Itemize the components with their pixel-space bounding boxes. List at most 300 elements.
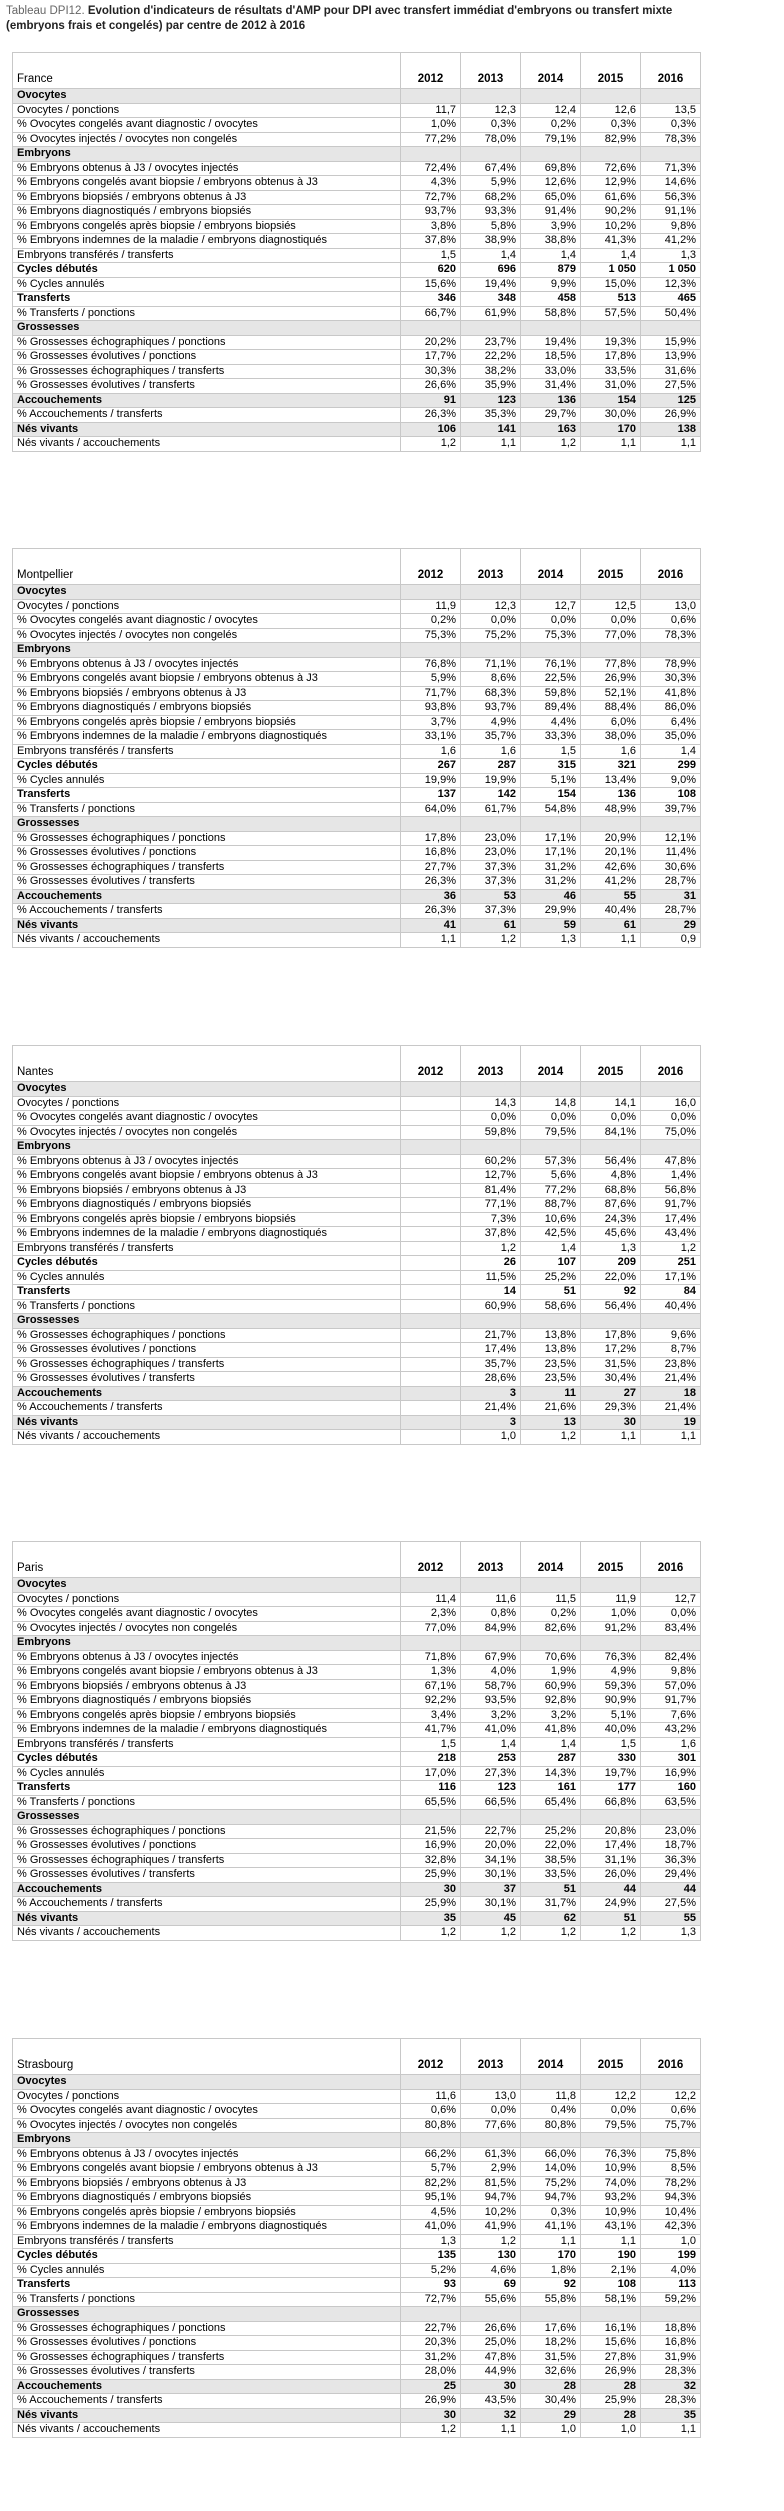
value-cell: 20,9% [581,831,641,846]
value-cell: 17,0% [401,1766,461,1781]
center-table [12,548,701,948]
section-row [13,643,701,658]
value-cell: 72,6% [581,161,641,176]
value-cell: 22,5% [521,672,581,687]
value-cell: 1,3 [521,933,581,948]
value-cell: 154 [521,788,581,803]
value-cell [521,1636,581,1651]
caption-title: Evolution d'indicateurs de résultats d'AMP pour DPI avec transfert immédiat d'embryons ou transfert mixte [87,5,673,17]
value-cell: 33,3% [521,730,581,745]
value-cell: 1,1 [581,2234,641,2249]
year-header: 2012 [401,2039,461,2075]
value-cell: 15,6% [581,2336,641,2351]
value-cell: 1 050 [641,263,701,278]
value-cell: 1,0 [461,1430,521,1445]
row-label: % Embryons biopsiés / embryons obtenus à J3 [13,1679,401,1694]
value-cell: 79,5% [521,1125,581,1140]
table-row [13,2191,701,2206]
value-cell: 27,3% [461,1766,521,1781]
value-cell: 0,4% [521,2104,581,2119]
row-label: % Grossesses évolutives / transferts [13,875,401,890]
section-row [13,889,701,904]
table-row [13,2394,701,2409]
table-row [13,2104,701,2119]
value-cell: 28 [581,2408,641,2423]
value-cell: 16,9% [401,1839,461,1854]
center-name: Paris [13,1542,401,1578]
value-cell [641,1578,701,1593]
value-cell: 28,6% [461,1372,521,1387]
value-cell: 69 [461,2278,521,2293]
value-cell: 30,1% [461,1897,521,1912]
value-cell: 137 [401,788,461,803]
row-label: Embryons [13,1140,401,1155]
value-cell [641,1140,701,1155]
value-cell [581,89,641,104]
value-cell: 61,6% [581,190,641,205]
row-label: % Grossesses évolutives / ponctions [13,846,401,861]
value-cell: 170 [521,2249,581,2264]
row-label: % Embryons congelés avant biopsie / embryons obtenus à J3 [13,1665,401,1680]
table-row [13,350,701,365]
row-label: Grossesses [13,321,401,336]
year-header: 2014 [521,1542,581,1578]
value-cell: 61,7% [461,802,521,817]
value-cell: 86,0% [641,701,701,716]
value-cell [401,1578,461,1593]
table-row [13,1839,701,1854]
value-cell: 12,7 [521,599,581,614]
value-cell: 136 [521,393,581,408]
header-row [13,2039,701,2075]
value-cell [401,1810,461,1825]
table-row [13,672,701,687]
value-cell: 0,0% [521,1111,581,1126]
value-cell: 83,4% [641,1621,701,1636]
center-table [12,1045,701,1445]
value-cell [461,1314,521,1329]
value-cell: 15,9% [641,335,701,350]
value-cell: 51 [521,1882,581,1897]
value-cell: 47,8% [461,2350,521,2365]
value-cell: 88,4% [581,701,641,716]
value-cell: 41,9% [461,2220,521,2235]
value-cell: 78,9% [641,657,701,672]
value-cell: 37 [461,1882,521,1897]
section-row [13,918,701,933]
table-row [13,234,701,249]
table-row [13,831,701,846]
row-label: Accouchements [13,1386,401,1401]
year-header: 2013 [461,549,521,585]
table-row [13,2249,701,2264]
value-cell: 12,7% [461,1169,521,1184]
value-cell: 12,5 [581,599,641,614]
row-label: Ovocytes / ponctions [13,1096,401,1111]
value-cell: 75,0% [641,1125,701,1140]
row-label: % Accouchements / transferts [13,1897,401,1912]
value-cell [401,817,461,832]
table-row [13,2278,701,2293]
value-cell: 26,9% [581,2365,641,2380]
value-cell: 10,9% [581,2162,641,2177]
value-cell: 38,8% [521,234,581,249]
value-cell: 4,0% [461,1665,521,1680]
table-row [13,219,701,234]
value-cell: 21,4% [641,1372,701,1387]
value-cell: 23,0% [461,831,521,846]
value-cell: 21,4% [641,1401,701,1416]
value-cell: 31,6% [641,364,701,379]
value-cell: 17,8% [581,1328,641,1343]
value-cell: 321 [581,759,641,774]
value-cell: 95,1% [401,2191,461,2206]
table-row [13,132,701,147]
value-cell: 79,1% [521,132,581,147]
value-cell: 2,1% [581,2263,641,2278]
value-cell: 65,4% [521,1795,581,1810]
table-row [13,1621,701,1636]
row-label: Ovocytes / ponctions [13,103,401,118]
table-row [13,1781,701,1796]
section-row [13,1810,701,1825]
value-cell: 287 [521,1752,581,1767]
row-label: % Grossesses échographiques / ponctions [13,2321,401,2336]
value-cell: 41,1% [521,2220,581,2235]
value-cell: 53 [461,889,521,904]
value-cell: 154 [581,393,641,408]
value-cell [401,1372,461,1387]
value-cell: 1,1 [581,1430,641,1445]
section-row [13,2307,701,2322]
value-cell: 51 [521,1285,581,1300]
section-row [13,1882,701,1897]
value-cell: 33,1% [401,730,461,745]
row-label: % Embryons congelés avant biopsie / embryons obtenus à J3 [13,176,401,191]
value-cell: 61 [581,918,641,933]
value-cell: 29,9% [521,904,581,919]
row-label: % Cycles annulés [13,277,401,292]
value-cell: 46 [521,889,581,904]
value-cell: 142 [461,788,521,803]
value-cell: 14,6% [641,176,701,191]
value-cell [461,643,521,658]
value-cell: 1,4 [521,1737,581,1752]
value-cell: 56,8% [641,1183,701,1198]
value-cell: 12,3 [461,599,521,614]
value-cell: 66,2% [401,2147,461,2162]
table-row [13,1343,701,1358]
value-cell: 1,2 [461,1241,521,1256]
table-row [13,1241,701,1256]
value-cell: 77,2% [401,132,461,147]
value-cell: 28,3% [641,2365,701,2380]
value-cell: 299 [641,759,701,774]
center-table [12,52,701,452]
value-cell: 4,9% [581,1665,641,1680]
row-label: % Grossesses évolutives / ponctions [13,1839,401,1854]
value-cell: 93,3% [461,205,521,220]
value-cell: 10,2% [461,2205,521,2220]
value-cell: 57,0% [641,1679,701,1694]
value-cell: 32,6% [521,2365,581,2380]
value-cell [401,1169,461,1184]
value-cell: 35,9% [461,379,521,394]
value-cell: 88,7% [521,1198,581,1213]
value-cell [401,2133,461,2148]
value-cell: 1,1 [641,1430,701,1445]
value-cell: 1,9% [521,1665,581,1680]
value-cell [461,2133,521,2148]
value-cell: 82,6% [521,1621,581,1636]
value-cell: 21,5% [401,1824,461,1839]
value-cell: 108 [641,788,701,803]
value-cell: 77,6% [461,2118,521,2133]
year-header: 2013 [461,1046,521,1082]
value-cell: 14,1 [581,1096,641,1111]
value-cell [401,1430,461,1445]
row-label: % Embryons congelés après biopsie / embryons biopsiés [13,219,401,234]
value-cell [401,1140,461,1155]
value-cell: 84,9% [461,1621,521,1636]
row-label: Cycles débutés [13,1256,401,1271]
table-row [13,176,701,191]
row-label: % Accouchements / transferts [13,904,401,919]
value-cell: 11,9 [581,1592,641,1607]
row-label: % Embryons congelés après biopsie / embryons biopsiés [13,1212,401,1227]
year-header: 2015 [581,2039,641,2075]
value-cell: 38,0% [581,730,641,745]
value-cell: 17,2% [581,1343,641,1358]
table-row [13,759,701,774]
value-cell: 60,9% [461,1299,521,1314]
row-label: % Embryons congelés après biopsie / embryons biopsiés [13,715,401,730]
value-cell: 72,4% [401,161,461,176]
value-cell [641,89,701,104]
value-cell: 11,5 [521,1592,581,1607]
row-label: % Grossesses évolutives / ponctions [13,2336,401,2351]
table-row [13,1212,701,1227]
row-label: Transferts [13,1781,401,1796]
value-cell: 14 [461,1285,521,1300]
value-cell [641,147,701,162]
value-cell: 108 [581,2278,641,2293]
value-cell: 16,9% [641,1766,701,1781]
value-cell: 20,2% [401,335,461,350]
table-row [13,904,701,919]
row-label: Embryons transférés / transferts [13,248,401,263]
value-cell: 92 [581,1285,641,1300]
section-row [13,2075,701,2090]
table-row [13,1111,701,1126]
value-cell: 1,6 [401,744,461,759]
year-header: 2013 [461,1542,521,1578]
row-label: Grossesses [13,817,401,832]
value-cell [401,321,461,336]
value-cell: 5,7% [401,2162,461,2177]
row-label: % Embryons diagnostiqués / embryons biopsiés [13,205,401,220]
value-cell: 41,0% [401,2220,461,2235]
value-cell: 30,1% [461,1868,521,1883]
value-cell: 4,4% [521,715,581,730]
value-cell: 1,1 [641,2423,701,2438]
value-cell: 17,4% [641,1212,701,1227]
caption-subtitle: (embryons frais et congelés) par centre de 2012 à 2016 [6,20,306,32]
value-cell: 90,9% [581,1694,641,1709]
value-cell: 55 [641,1911,701,1926]
value-cell: 35 [401,1911,461,1926]
value-cell: 1,1 [521,2234,581,2249]
year-header: 2015 [581,1046,641,1082]
row-label: % Grossesses évolutives / transferts [13,379,401,394]
value-cell: 346 [401,292,461,307]
value-cell [641,2075,701,2090]
row-label: Grossesses [13,1810,401,1825]
section-row [13,2379,701,2394]
value-cell: 16,8% [401,846,461,861]
value-cell: 1,5 [521,744,581,759]
value-cell: 7,3% [461,1212,521,1227]
value-cell: 0,2% [521,1607,581,1622]
value-cell: 59,8% [521,686,581,701]
value-cell: 12,3% [641,277,701,292]
row-label: Embryons transférés / transferts [13,1241,401,1256]
table-row [13,161,701,176]
value-cell [461,2075,521,2090]
value-cell: 1,2 [521,437,581,452]
value-cell: 28 [581,2379,641,2394]
value-cell: 92,2% [401,1694,461,1709]
value-cell: 19,4% [521,335,581,350]
value-cell: 1,8% [521,2263,581,2278]
value-cell: 41,0% [461,1723,521,1738]
row-label: Embryons transférés / transferts [13,744,401,759]
value-cell: 59,3% [581,1679,641,1694]
center-name: Nantes [13,1046,401,1082]
value-cell: 29,3% [581,1401,641,1416]
row-label: % Grossesses évolutives / ponctions [13,1343,401,1358]
value-cell: 14,3 [461,1096,521,1111]
value-cell: 38,9% [461,234,521,249]
table-row [13,1897,701,1912]
row-label: Transferts [13,788,401,803]
value-cell: 13 [521,1415,581,1430]
value-cell: 2,3% [401,1607,461,1622]
value-cell: 1,4 [461,1737,521,1752]
value-cell: 1,1 [581,933,641,948]
row-label: % Ovocytes injectés / ovocytes non congelés [13,1621,401,1636]
value-cell: 1,2 [521,1926,581,1941]
value-cell [401,1111,461,1126]
row-label: % Embryons indemnes de la maladie / embryons diagnostiqués [13,1723,401,1738]
value-cell: 1,2 [401,1926,461,1941]
table-row [13,860,701,875]
value-cell: 36 [401,889,461,904]
value-cell: 30,4% [521,2394,581,2409]
value-cell: 12,6 [581,103,641,118]
value-cell: 23,5% [521,1372,581,1387]
value-cell: 61,3% [461,2147,521,2162]
value-cell: 32 [461,2408,521,2423]
value-cell: 37,3% [461,904,521,919]
value-cell: 13,0 [641,599,701,614]
row-label: % Cycles annulés [13,773,401,788]
row-label: % Embryons indemnes de la maladie / embryons diagnostiqués [13,730,401,745]
value-cell: 89,4% [521,701,581,716]
value-cell [521,1140,581,1155]
value-cell: 44 [581,1882,641,1897]
value-cell [521,2075,581,2090]
value-cell: 31,2% [521,875,581,890]
value-cell: 56,4% [581,1154,641,1169]
value-cell: 93,7% [461,701,521,716]
value-cell: 1,0% [401,118,461,133]
value-cell: 17,6% [521,2321,581,2336]
header-row [13,1542,701,1578]
value-cell [581,1314,641,1329]
value-cell: 68,2% [461,190,521,205]
value-cell: 14,0% [521,2162,581,2177]
section-row [13,422,701,437]
value-cell: 23,0% [641,1824,701,1839]
table-row [13,437,701,452]
value-cell: 36,3% [641,1853,701,1868]
value-cell: 17,1% [521,831,581,846]
value-cell [641,585,701,600]
value-cell: 0,0% [641,1111,701,1126]
value-cell: 1,2 [581,1926,641,1941]
row-label: Accouchements [13,2379,401,2394]
value-cell: 69,8% [521,161,581,176]
value-cell: 5,9% [401,672,461,687]
value-cell: 8,6% [461,672,521,687]
table-row [13,292,701,307]
row-label: % Transferts / ponctions [13,2292,401,2307]
value-cell: 1,5 [401,248,461,263]
row-label: Nés vivants [13,422,401,437]
value-cell [401,1328,461,1343]
row-label: % Grossesses échographiques / ponctions [13,335,401,350]
value-cell: 170 [581,422,641,437]
value-cell: 1,1 [461,2423,521,2438]
value-cell: 1,2 [461,2234,521,2249]
row-label: Nés vivants [13,918,401,933]
value-cell: 30 [401,1882,461,1897]
row-label: % Transferts / ponctions [13,306,401,321]
value-cell: 26,9% [641,408,701,423]
row-label: % Embryons diagnostiqués / embryons biopsiés [13,2191,401,2206]
row-label: % Embryons obtenus à J3 / ovocytes injectés [13,161,401,176]
value-cell: 1,2 [401,2423,461,2438]
value-cell: 31,7% [521,1897,581,1912]
value-cell: 1,4 [461,248,521,263]
value-cell: 82,9% [581,132,641,147]
value-cell: 30,3% [641,672,701,687]
value-cell: 11,4% [641,846,701,861]
value-cell: 5,2% [401,2263,461,2278]
table-row [13,1183,701,1198]
value-cell: 55 [581,889,641,904]
table-row [13,1256,701,1271]
value-cell: 54,8% [521,802,581,817]
row-label: % Grossesses échographiques / transferts [13,1357,401,1372]
value-cell [461,1578,521,1593]
value-cell: 42,6% [581,860,641,875]
section-row [13,1386,701,1401]
value-cell: 106 [401,422,461,437]
section-row [13,2408,701,2423]
table-caption [6,4,776,34]
